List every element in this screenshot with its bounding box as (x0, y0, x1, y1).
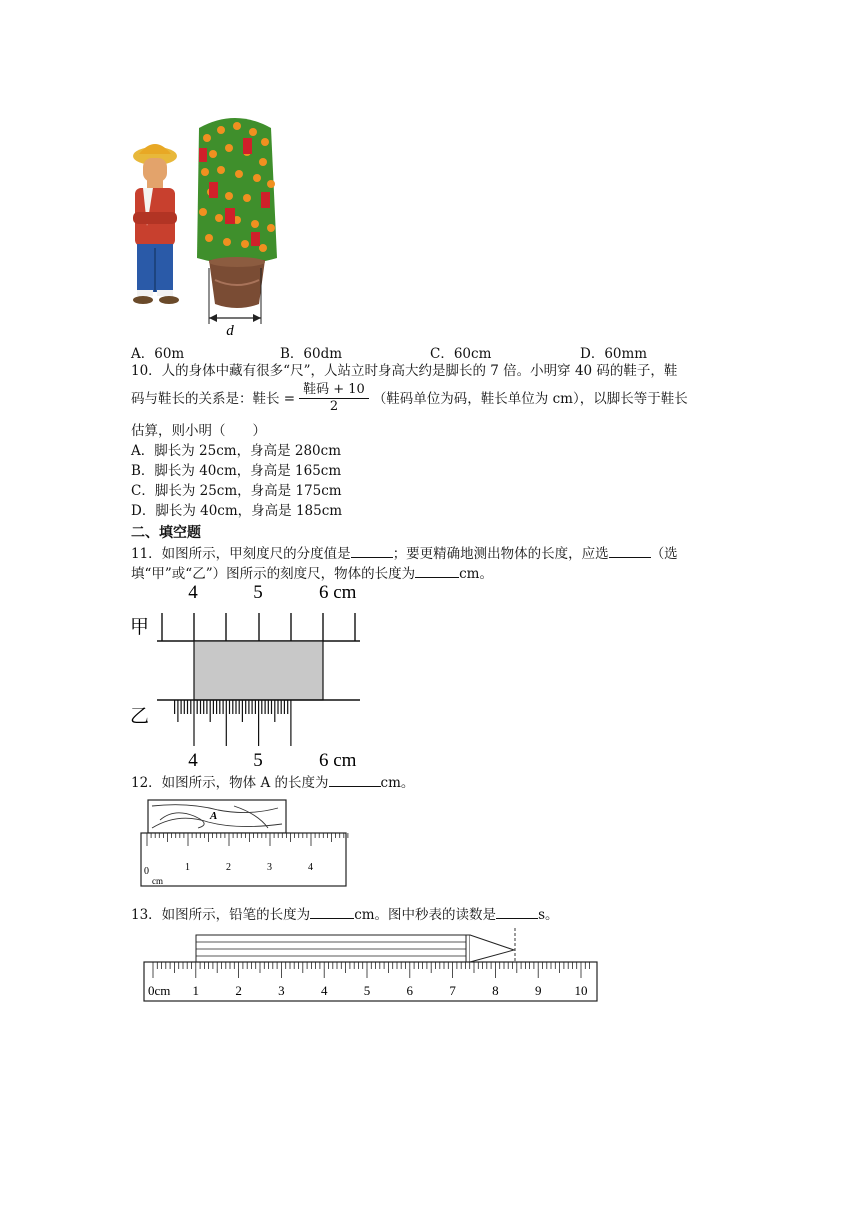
q10-line2 (131, 382, 688, 415)
q10-option-b: B．脚长为 40cm，身高是 165cm (131, 463, 342, 479)
q13-blank-stopwatch (496, 905, 538, 919)
q13-tick-label: 1 (192, 983, 200, 998)
q11-blank-division (351, 544, 393, 558)
q11-line1 (131, 544, 678, 563)
measured-object (194, 641, 323, 700)
q13-blank-pencil (310, 905, 354, 919)
farmer-illustration (133, 144, 179, 304)
q11-blank-ruler-choice (609, 544, 651, 558)
ruler-jia (157, 613, 360, 641)
q10-line3: 估算，则小明（ ） (131, 423, 266, 439)
label-jia: 甲 (130, 617, 150, 638)
shoe-length-fraction (299, 382, 369, 415)
q12-tick-0: 0 (144, 866, 149, 877)
label-yi: 乙 (130, 706, 150, 727)
q10-line1: 10．人的身体中藏有很多“尺”，人站立时身高大约是脚长的 7 倍。小明穿 40 码的鞋子，鞋 (131, 363, 678, 379)
q13-tick-label: 9 (534, 983, 542, 998)
q13-line (131, 905, 559, 924)
q12-text-a: 12．如图所示，物体 A 的长度为 (131, 775, 329, 791)
ruler-yi (157, 700, 360, 746)
q12-blank-length (329, 773, 381, 787)
q9-option-b: B．60dm (280, 346, 343, 362)
q12-line (131, 773, 414, 792)
q11-text-e: cm。 (459, 566, 493, 582)
q13-tick-label: 6 (406, 983, 414, 998)
q13-text-b: cm。图中秒表的读数是 (354, 907, 497, 923)
q9-figure (125, 108, 285, 340)
q13-text-a: 13．如图所示，铅笔的长度为 (131, 907, 311, 923)
yi-tick-5: 5 (253, 750, 263, 770)
q12-ruler-body (141, 833, 346, 886)
q12-tick-1: 1 (185, 862, 190, 873)
q9-option-d: D．60mm (580, 346, 648, 362)
q12-text-b: cm。 (380, 775, 415, 791)
q13-tick-label: 3 (278, 983, 285, 998)
q13-ruler-figure (140, 928, 602, 1006)
q9-option-c: C．60cm (430, 346, 492, 362)
q10-option-c: C．脚长为 25cm，身高是 175cm (131, 483, 342, 499)
q10-option-a: A．脚长为 25cm，身高是 280cm (131, 443, 342, 459)
q13-ruler-body (144, 962, 597, 1001)
q11-text-c: （选 (650, 546, 678, 562)
yi-tick-4: 4 (188, 750, 198, 770)
q10-line2-suffix: （鞋码单位为码，鞋长单位为 cm），以脚长等于鞋长 (372, 390, 688, 407)
q11-text-d: 填“甲”或“乙”）图所示的刻度尺，物体的长度为 (131, 566, 416, 582)
q11-ruler-figure (125, 580, 370, 770)
fraction-numerator: 鞋码 + 10 (299, 382, 369, 399)
q13-tick-label: 10 (574, 983, 588, 998)
jia-tick-4: 4 (188, 582, 198, 603)
q10-line2-prefix: 码与鞋长的关系是：鞋长 = (131, 390, 296, 407)
q13-tick-label: 7 (449, 983, 456, 998)
jia-tick-5: 5 (253, 582, 263, 603)
pencil (196, 928, 515, 962)
q13-tick-label: 8 (492, 983, 499, 998)
q11-text-a: 11．如图所示，甲刻度尺的分度值是 (131, 546, 351, 562)
q11-text-b: ；要更精确地测出物体的长度，应选 (392, 546, 609, 562)
q13-tick-label: 5 (363, 983, 371, 998)
q10-option-d: D．脚长为 40cm，身高是 185cm (131, 503, 343, 519)
q12-tick-4: 4 (308, 862, 313, 873)
diameter-label: d (226, 323, 234, 339)
q13-tick-label: 2 (235, 983, 242, 998)
q9-option-a: A．60m (131, 346, 185, 362)
q13-text-c: s。 (538, 907, 559, 923)
jia-tick-6cm: 6 cm (319, 582, 357, 603)
q12-tick-2: 2 (226, 862, 231, 873)
q11-blank-length (415, 564, 459, 578)
q12-ruler-figure (138, 798, 356, 890)
q12-tick-3: 3 (267, 862, 272, 873)
q12-unit-cm: cm (152, 876, 163, 886)
q13-tick-label: 0cm (148, 983, 171, 998)
object-label-a: A (210, 810, 218, 822)
yi-tick-6cm: 6 cm (319, 750, 357, 770)
section-title-fill-in: 二、填空题 (131, 525, 201, 541)
q13-tick-label: 4 (320, 983, 328, 998)
fraction-denominator: 2 (329, 399, 339, 414)
